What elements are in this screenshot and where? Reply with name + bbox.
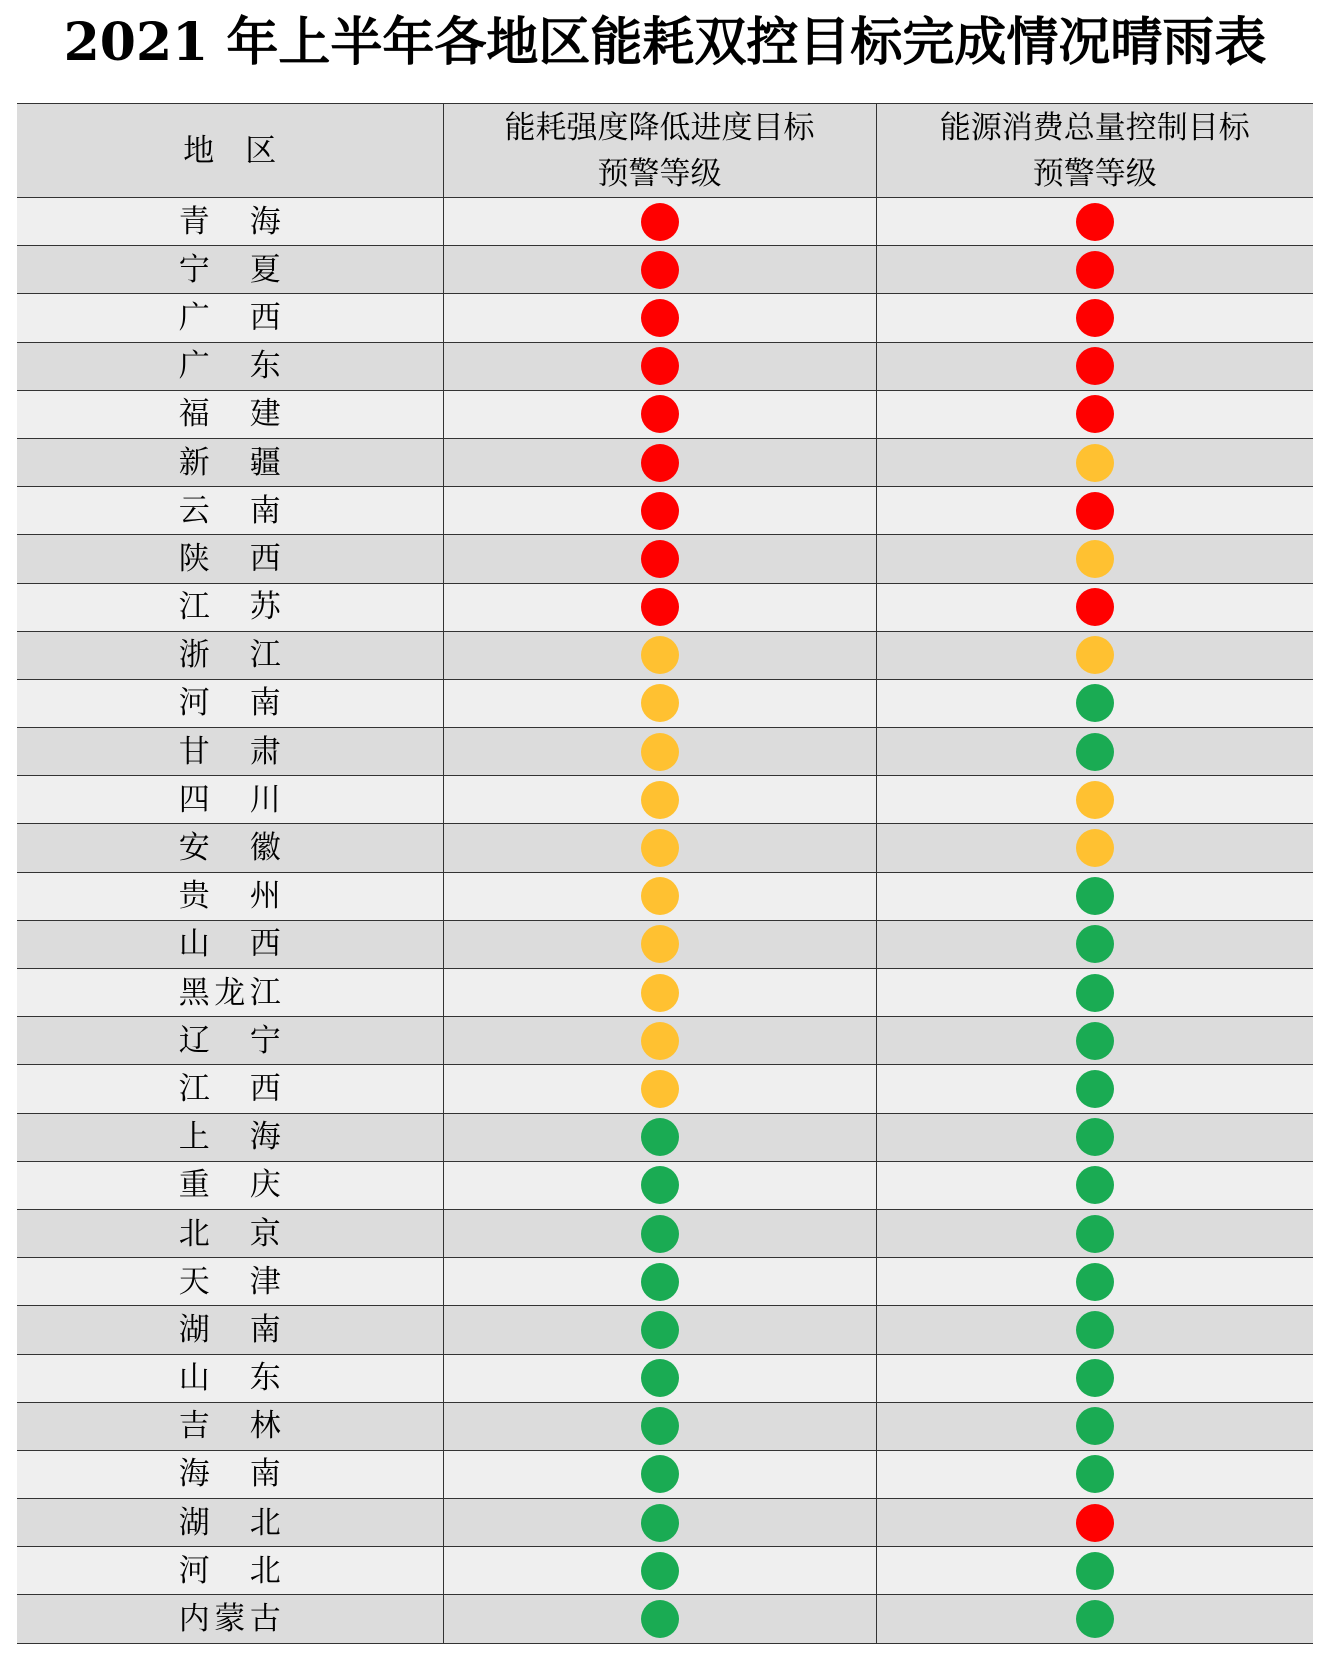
region-name: 广东 [178, 348, 281, 385]
total-warning-cell [876, 342, 1313, 390]
red-warning-dot-icon [641, 588, 679, 626]
region-cell [17, 1306, 443, 1354]
intensity-warning-cell [443, 1547, 876, 1595]
green-warning-dot-icon [1076, 1263, 1114, 1301]
red-warning-dot-icon [1076, 395, 1114, 433]
green-warning-dot-icon [1076, 1311, 1114, 1349]
header-total [876, 104, 1313, 198]
table-row [17, 198, 1313, 246]
intensity-warning-cell [443, 1017, 876, 1065]
region-cell [17, 1209, 443, 1257]
table-row [17, 1306, 1313, 1354]
intensity-warning-cell [443, 1450, 876, 1498]
green-warning-dot-icon [641, 1552, 679, 1590]
intensity-warning-cell [443, 390, 876, 438]
region-cell [17, 535, 443, 583]
table-row [17, 1354, 1313, 1402]
red-warning-dot-icon [1076, 492, 1114, 530]
green-warning-dot-icon [641, 1311, 679, 1349]
total-warning-cell [876, 631, 1313, 679]
red-warning-dot-icon [1076, 299, 1114, 337]
yellow-warning-dot-icon [1076, 444, 1114, 482]
red-warning-dot-icon [641, 347, 679, 385]
total-warning-cell [876, 390, 1313, 438]
red-warning-dot-icon [1076, 347, 1114, 385]
total-warning-cell [876, 1113, 1313, 1161]
intensity-warning-cell [443, 728, 876, 776]
total-warning-cell [876, 1258, 1313, 1306]
region-name: 辽宁 [178, 1022, 281, 1059]
total-warning-cell [876, 1499, 1313, 1547]
region-cell [17, 679, 443, 727]
region-name: 河南 [178, 685, 281, 722]
intensity-warning-cell [443, 1306, 876, 1354]
region-name: 山东 [178, 1360, 281, 1397]
green-warning-dot-icon [1076, 877, 1114, 915]
total-warning-cell [876, 1161, 1313, 1209]
region-cell [17, 824, 443, 872]
green-warning-dot-icon [1076, 1118, 1114, 1156]
total-warning-cell [876, 1017, 1313, 1065]
region-name: 海南 [178, 1456, 281, 1493]
total-warning-cell [876, 969, 1313, 1017]
red-warning-dot-icon [1076, 1504, 1114, 1542]
red-warning-dot-icon [641, 395, 679, 433]
region-name: 浙江 [178, 637, 281, 674]
intensity-warning-cell [443, 294, 876, 342]
green-warning-dot-icon [1076, 1166, 1114, 1204]
region-name: 内蒙古 [178, 1601, 281, 1638]
yellow-warning-dot-icon [641, 636, 679, 674]
total-warning-cell [876, 1402, 1313, 1450]
total-warning-cell [876, 535, 1313, 583]
region-name: 四川 [178, 781, 281, 818]
red-warning-dot-icon [1076, 588, 1114, 626]
table-row [17, 1113, 1313, 1161]
yellow-warning-dot-icon [641, 877, 679, 915]
green-warning-dot-icon [1076, 1600, 1114, 1638]
yellow-warning-dot-icon [641, 1070, 679, 1108]
green-warning-dot-icon [1076, 925, 1114, 963]
region-cell [17, 438, 443, 486]
total-warning-cell [876, 824, 1313, 872]
yellow-warning-dot-icon [641, 684, 679, 722]
table-header-row [17, 104, 1313, 198]
table-row [17, 728, 1313, 776]
table-body [17, 198, 1313, 1644]
region-cell [17, 246, 443, 294]
table-row [17, 1595, 1313, 1643]
yellow-warning-dot-icon [641, 974, 679, 1012]
red-warning-dot-icon [641, 251, 679, 289]
intensity-warning-cell [443, 920, 876, 968]
intensity-warning-cell [443, 1209, 876, 1257]
intensity-warning-cell [443, 342, 876, 390]
yellow-warning-dot-icon [1076, 636, 1114, 674]
region-name: 安徽 [178, 830, 281, 867]
red-warning-dot-icon [1076, 203, 1114, 241]
intensity-warning-cell [443, 969, 876, 1017]
total-warning-cell [876, 1306, 1313, 1354]
green-warning-dot-icon [641, 1455, 679, 1493]
red-warning-dot-icon [641, 299, 679, 337]
intensity-warning-cell [443, 1113, 876, 1161]
region-cell [17, 390, 443, 438]
region-name: 贵州 [178, 878, 281, 915]
intensity-warning-cell [443, 1065, 876, 1113]
table-row [17, 776, 1313, 824]
total-warning-cell [876, 294, 1313, 342]
intensity-warning-cell [443, 438, 876, 486]
region-name: 山西 [178, 926, 281, 963]
total-warning-cell [876, 872, 1313, 920]
green-warning-dot-icon [1076, 684, 1114, 722]
total-warning-cell [876, 246, 1313, 294]
table-row [17, 1161, 1313, 1209]
yellow-warning-dot-icon [641, 1022, 679, 1060]
intensity-warning-cell [443, 776, 876, 824]
table-row [17, 1402, 1313, 1450]
header-intensity [443, 104, 876, 198]
region-name: 河北 [178, 1552, 281, 1589]
total-warning-cell [876, 198, 1313, 246]
intensity-warning-cell [443, 535, 876, 583]
total-warning-cell [876, 679, 1313, 727]
region-name: 青海 [178, 203, 281, 240]
table-row [17, 438, 1313, 486]
table-row [17, 631, 1313, 679]
region-cell [17, 872, 443, 920]
intensity-warning-cell [443, 246, 876, 294]
region-name: 天津 [178, 1263, 281, 1300]
region-name: 重庆 [178, 1167, 281, 1204]
region-cell [17, 1499, 443, 1547]
red-warning-dot-icon [641, 492, 679, 530]
total-warning-cell [876, 728, 1313, 776]
green-warning-dot-icon [641, 1263, 679, 1301]
table-row [17, 824, 1313, 872]
total-warning-cell [876, 1450, 1313, 1498]
green-warning-dot-icon [641, 1118, 679, 1156]
green-warning-dot-icon [1076, 1552, 1114, 1590]
table-row [17, 246, 1313, 294]
green-warning-dot-icon [1076, 1215, 1114, 1253]
yellow-warning-dot-icon [641, 733, 679, 771]
green-warning-dot-icon [1076, 1022, 1114, 1060]
intensity-warning-cell [443, 631, 876, 679]
region-name: 甘肃 [178, 733, 281, 770]
region-cell [17, 583, 443, 631]
intensity-warning-cell [443, 1161, 876, 1209]
region-name: 上海 [178, 1119, 281, 1156]
region-name: 北京 [178, 1215, 281, 1252]
yellow-warning-dot-icon [641, 829, 679, 867]
intensity-warning-cell [443, 487, 876, 535]
region-name: 福建 [178, 396, 281, 433]
table-row [17, 487, 1313, 535]
page-title: 2021 年上半年各地区能耗双控目标完成情况晴雨表 [63, 12, 1267, 73]
green-warning-dot-icon [1076, 974, 1114, 1012]
red-warning-dot-icon [1076, 251, 1114, 289]
region-cell [17, 969, 443, 1017]
intensity-warning-cell [443, 1258, 876, 1306]
table-row [17, 390, 1313, 438]
green-warning-dot-icon [641, 1359, 679, 1397]
region-name: 云南 [178, 492, 281, 529]
yellow-warning-dot-icon [1076, 829, 1114, 867]
region-cell [17, 1161, 443, 1209]
region-cell [17, 728, 443, 776]
region-name: 广西 [178, 299, 281, 336]
intensity-warning-cell [443, 824, 876, 872]
yellow-warning-dot-icon [1076, 781, 1114, 819]
yellow-warning-dot-icon [641, 781, 679, 819]
region-cell [17, 1450, 443, 1498]
header-total-line2: 预警等级 [1032, 155, 1157, 192]
total-warning-cell [876, 438, 1313, 486]
green-warning-dot-icon [641, 1166, 679, 1204]
region-cell [17, 342, 443, 390]
total-warning-cell [876, 487, 1313, 535]
region-cell [17, 198, 443, 246]
green-warning-dot-icon [1076, 733, 1114, 771]
green-warning-dot-icon [641, 1504, 679, 1542]
table-row [17, 872, 1313, 920]
intensity-warning-cell [443, 1354, 876, 1402]
intensity-warning-cell [443, 1402, 876, 1450]
region-name: 新疆 [178, 444, 281, 481]
table-row [17, 1065, 1313, 1113]
region-cell [17, 1113, 443, 1161]
green-warning-dot-icon [641, 1215, 679, 1253]
region-name: 黑龙江 [178, 974, 281, 1011]
table-row [17, 1450, 1313, 1498]
warning-table [17, 103, 1313, 1644]
region-cell [17, 631, 443, 679]
intensity-warning-cell [443, 1499, 876, 1547]
intensity-warning-cell [443, 198, 876, 246]
header-region [17, 104, 443, 198]
yellow-warning-dot-icon [641, 925, 679, 963]
red-warning-dot-icon [641, 540, 679, 578]
region-cell [17, 776, 443, 824]
total-warning-cell [876, 1354, 1313, 1402]
header-total-line1: 能源消费总量控制目标 [939, 109, 1250, 146]
table-row [17, 1017, 1313, 1065]
header-intensity-line2: 预警等级 [597, 155, 722, 192]
yellow-warning-dot-icon [1076, 540, 1114, 578]
red-warning-dot-icon [641, 203, 679, 241]
table-row [17, 294, 1313, 342]
total-warning-cell [876, 920, 1313, 968]
region-cell [17, 1065, 443, 1113]
intensity-warning-cell [443, 1595, 876, 1643]
region-cell [17, 1354, 443, 1402]
header-region-label: 地 区 [183, 132, 277, 169]
table-row [17, 920, 1313, 968]
table-row [17, 969, 1313, 1017]
total-warning-cell [876, 1209, 1313, 1257]
region-name: 吉林 [178, 1408, 281, 1445]
table-row [17, 342, 1313, 390]
region-cell [17, 1595, 443, 1643]
region-cell [17, 1258, 443, 1306]
region-name: 湖北 [178, 1504, 281, 1541]
green-warning-dot-icon [1076, 1407, 1114, 1445]
intensity-warning-cell [443, 679, 876, 727]
total-warning-cell [876, 1065, 1313, 1113]
region-name: 宁夏 [178, 251, 281, 288]
intensity-warning-cell [443, 583, 876, 631]
region-cell [17, 1402, 443, 1450]
header-intensity-line1: 能耗强度降低进度目标 [504, 109, 815, 146]
total-warning-cell [876, 583, 1313, 631]
table-row [17, 1547, 1313, 1595]
region-name: 湖南 [178, 1311, 281, 1348]
green-warning-dot-icon [1076, 1070, 1114, 1108]
intensity-warning-cell [443, 872, 876, 920]
table-row [17, 1209, 1313, 1257]
red-warning-dot-icon [641, 444, 679, 482]
table-row [17, 583, 1313, 631]
table-row [17, 1499, 1313, 1547]
green-warning-dot-icon [641, 1407, 679, 1445]
total-warning-cell [876, 776, 1313, 824]
region-name: 江西 [178, 1070, 281, 1107]
region-cell [17, 1547, 443, 1595]
total-warning-cell [876, 1547, 1313, 1595]
region-name: 陕西 [178, 540, 281, 577]
region-cell [17, 487, 443, 535]
region-cell [17, 294, 443, 342]
region-cell [17, 920, 443, 968]
region-cell [17, 1017, 443, 1065]
green-warning-dot-icon [1076, 1359, 1114, 1397]
green-warning-dot-icon [641, 1600, 679, 1638]
green-warning-dot-icon [1076, 1455, 1114, 1493]
table-row [17, 1258, 1313, 1306]
table-row [17, 535, 1313, 583]
total-warning-cell [876, 1595, 1313, 1643]
region-name: 江苏 [178, 589, 281, 626]
table-row [17, 679, 1313, 727]
